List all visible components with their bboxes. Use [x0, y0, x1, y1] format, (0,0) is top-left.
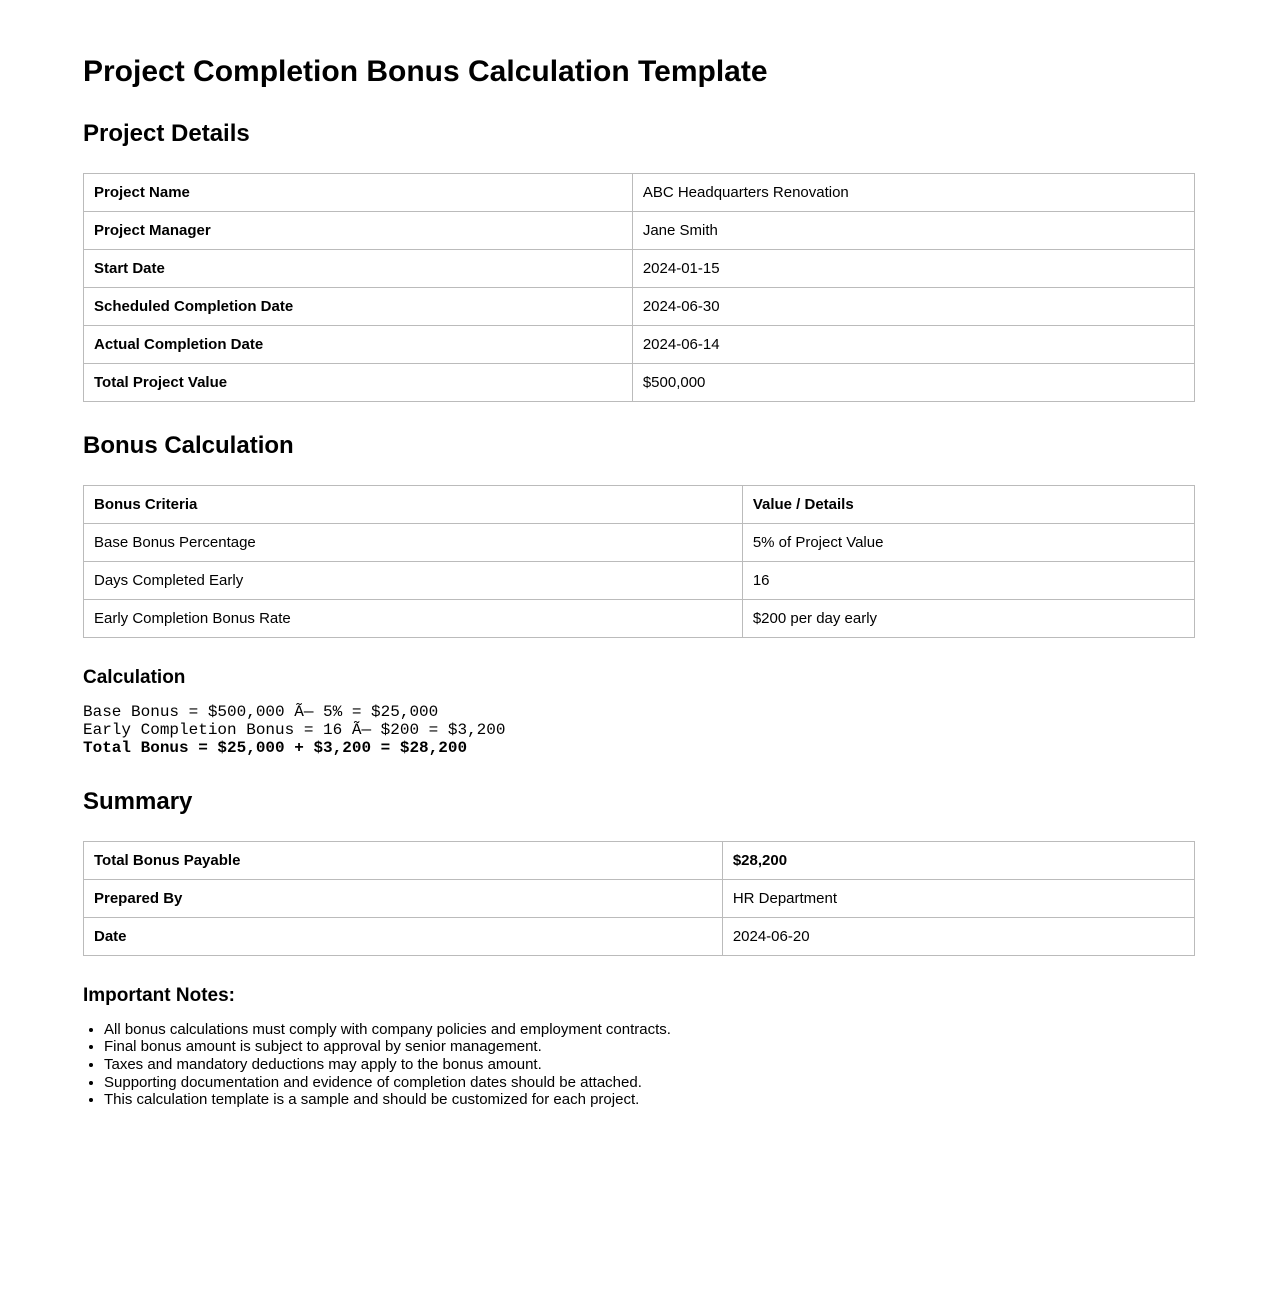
row-label: Scheduled Completion Date — [84, 287, 633, 325]
important-notes-list — [83, 1021, 1195, 1110]
table-row — [84, 917, 1195, 955]
table-row — [84, 287, 1195, 325]
row-value: 2024-01-15 — [632, 249, 1194, 287]
list-item: • Taxes and mandatory deductions may apply to the bonus amount. — [104, 1056, 1195, 1074]
row-value: HR Department — [722, 879, 1194, 917]
row-label: Prepared By — [84, 879, 723, 917]
row-value: ABC Headquarters Renovation — [632, 173, 1194, 211]
summary-table — [83, 841, 1195, 956]
table-header-row — [84, 485, 1195, 523]
row-label: Start Date — [84, 249, 633, 287]
row-label: Actual Completion Date — [84, 325, 633, 363]
row-value: 16 — [742, 561, 1194, 599]
row-value-total-bonus: $28,200 — [722, 841, 1194, 879]
row-value: 5% of Project Value — [742, 523, 1194, 561]
list-item: • All bonus calculations must comply with company policies and employment contracts. — [104, 1021, 1195, 1039]
page-title: Project Completion Bonus Calculation Template — [83, 55, 768, 88]
row-value: 2024-06-20 — [722, 917, 1194, 955]
table-row — [84, 599, 1195, 637]
table-row — [84, 523, 1195, 561]
bonus-calculation-table — [83, 485, 1195, 638]
list-item: • Final bonus amount is subject to approval by senior management. — [104, 1038, 1195, 1056]
row-criteria: Days Completed Early — [84, 561, 743, 599]
row-value: $500,000 — [632, 363, 1194, 401]
row-label: Project Manager — [84, 211, 633, 249]
row-label: Date — [84, 917, 723, 955]
row-label: Total Bonus Payable — [84, 841, 723, 879]
table-row — [84, 841, 1195, 879]
table-row — [84, 561, 1195, 599]
table-row — [84, 211, 1195, 249]
row-value: 2024-06-30 — [632, 287, 1194, 325]
row-label: Total Project Value — [84, 363, 633, 401]
row-value: 2024-06-14 — [632, 325, 1194, 363]
table-row — [84, 363, 1195, 401]
calculation-line: Base Bonus = $500,000 Ã— 5% = $25,000 — [83, 702, 439, 721]
column-header-criteria: Bonus Criteria — [84, 485, 743, 523]
calculation-line: Early Completion Bonus = 16 Ã— $200 = $3,200 — [83, 721, 506, 739]
table-row — [84, 325, 1195, 363]
row-criteria: Early Completion Bonus Rate — [84, 599, 743, 637]
subsection-heading-calculation: Calculation — [83, 666, 186, 688]
table-row — [84, 249, 1195, 287]
table-row — [84, 173, 1195, 211]
row-label: Project Name — [84, 173, 633, 211]
column-header-value: Value / Details — [742, 485, 1194, 523]
row-value: Jane Smith — [632, 211, 1194, 249]
section-heading-summary: Summary — [83, 787, 193, 815]
calculation-block — [83, 703, 1195, 758]
section-heading-project-details: Project Details — [83, 120, 250, 147]
row-value: $200 per day early — [742, 599, 1194, 637]
calculation-total-line: Total Bonus = $25,000 + $3,200 = $28,200 — [83, 739, 468, 758]
row-criteria: Base Bonus Percentage — [84, 523, 743, 561]
section-heading-bonus-calculation: Bonus Calculation — [83, 431, 294, 459]
subsection-heading-important-notes: Important Notes: — [83, 984, 235, 1006]
table-row — [84, 879, 1195, 917]
project-details-table — [83, 173, 1195, 402]
list-item: • This calculation template is a sample and should be customized for each project. — [104, 1091, 1195, 1109]
list-item: • Supporting documentation and evidence of completion dates should be attached. — [104, 1074, 1195, 1092]
